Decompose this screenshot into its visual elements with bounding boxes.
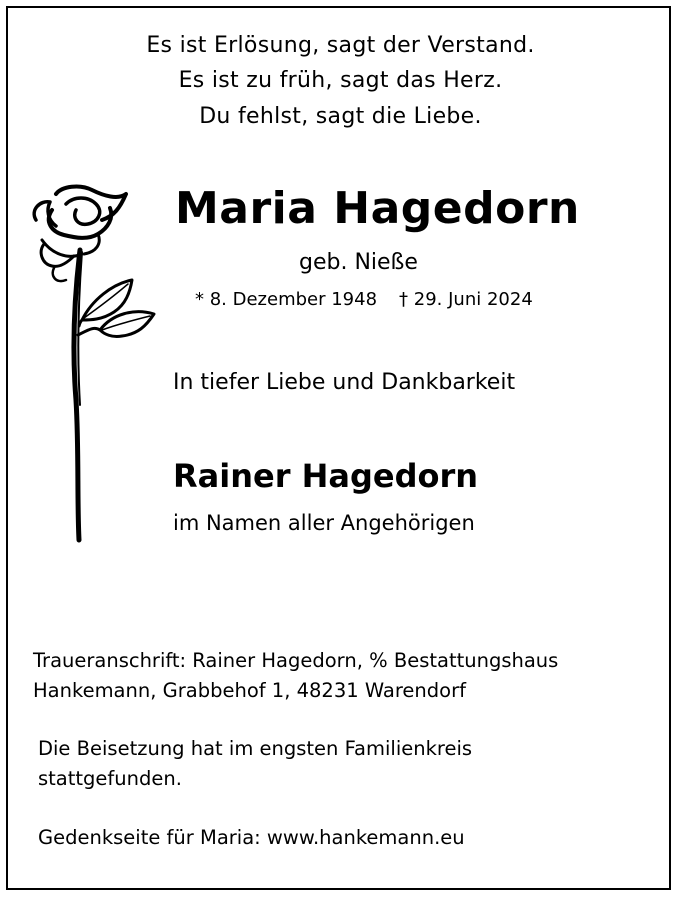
address-line-1: Traueranschrift: Rainer Hagedorn, % Bestattungshaus [33, 649, 559, 672]
funeral-note-line-2: stattgefunden. [38, 767, 182, 790]
dedication-line: In tiefer Liebe und Dankbarkeit [173, 370, 516, 395]
birth-name: geb. Nieße [299, 250, 418, 275]
death-date: † 29. Juni 2024 [399, 289, 533, 310]
funeral-note-line-1: Die Beisetzung hat im engsten Familienkreis [38, 737, 473, 760]
birth-date: * 8. Dezember 1948 [195, 289, 378, 310]
mourner-subline: im Namen aller Angehörigen [173, 511, 475, 535]
life-dates [195, 289, 533, 310]
mourner-name: Rainer Hagedorn [173, 457, 479, 495]
deceased-name: Maria Hagedorn [175, 183, 580, 234]
rose-icon [22, 180, 162, 545]
memorial-page-line: Gedenkseite für Maria: www.hankemann.eu [38, 826, 465, 849]
poem-line-1: Es ist Erlösung, sagt der Verstand. [146, 33, 535, 58]
address-line-2: Hankemann, Grabbehof 1, 48231 Warendorf [33, 679, 466, 702]
poem-line-2: Es ist zu früh, sagt das Herz. [178, 68, 503, 93]
poem-line-3: Du fehlst, sagt die Liebe. [199, 104, 482, 129]
